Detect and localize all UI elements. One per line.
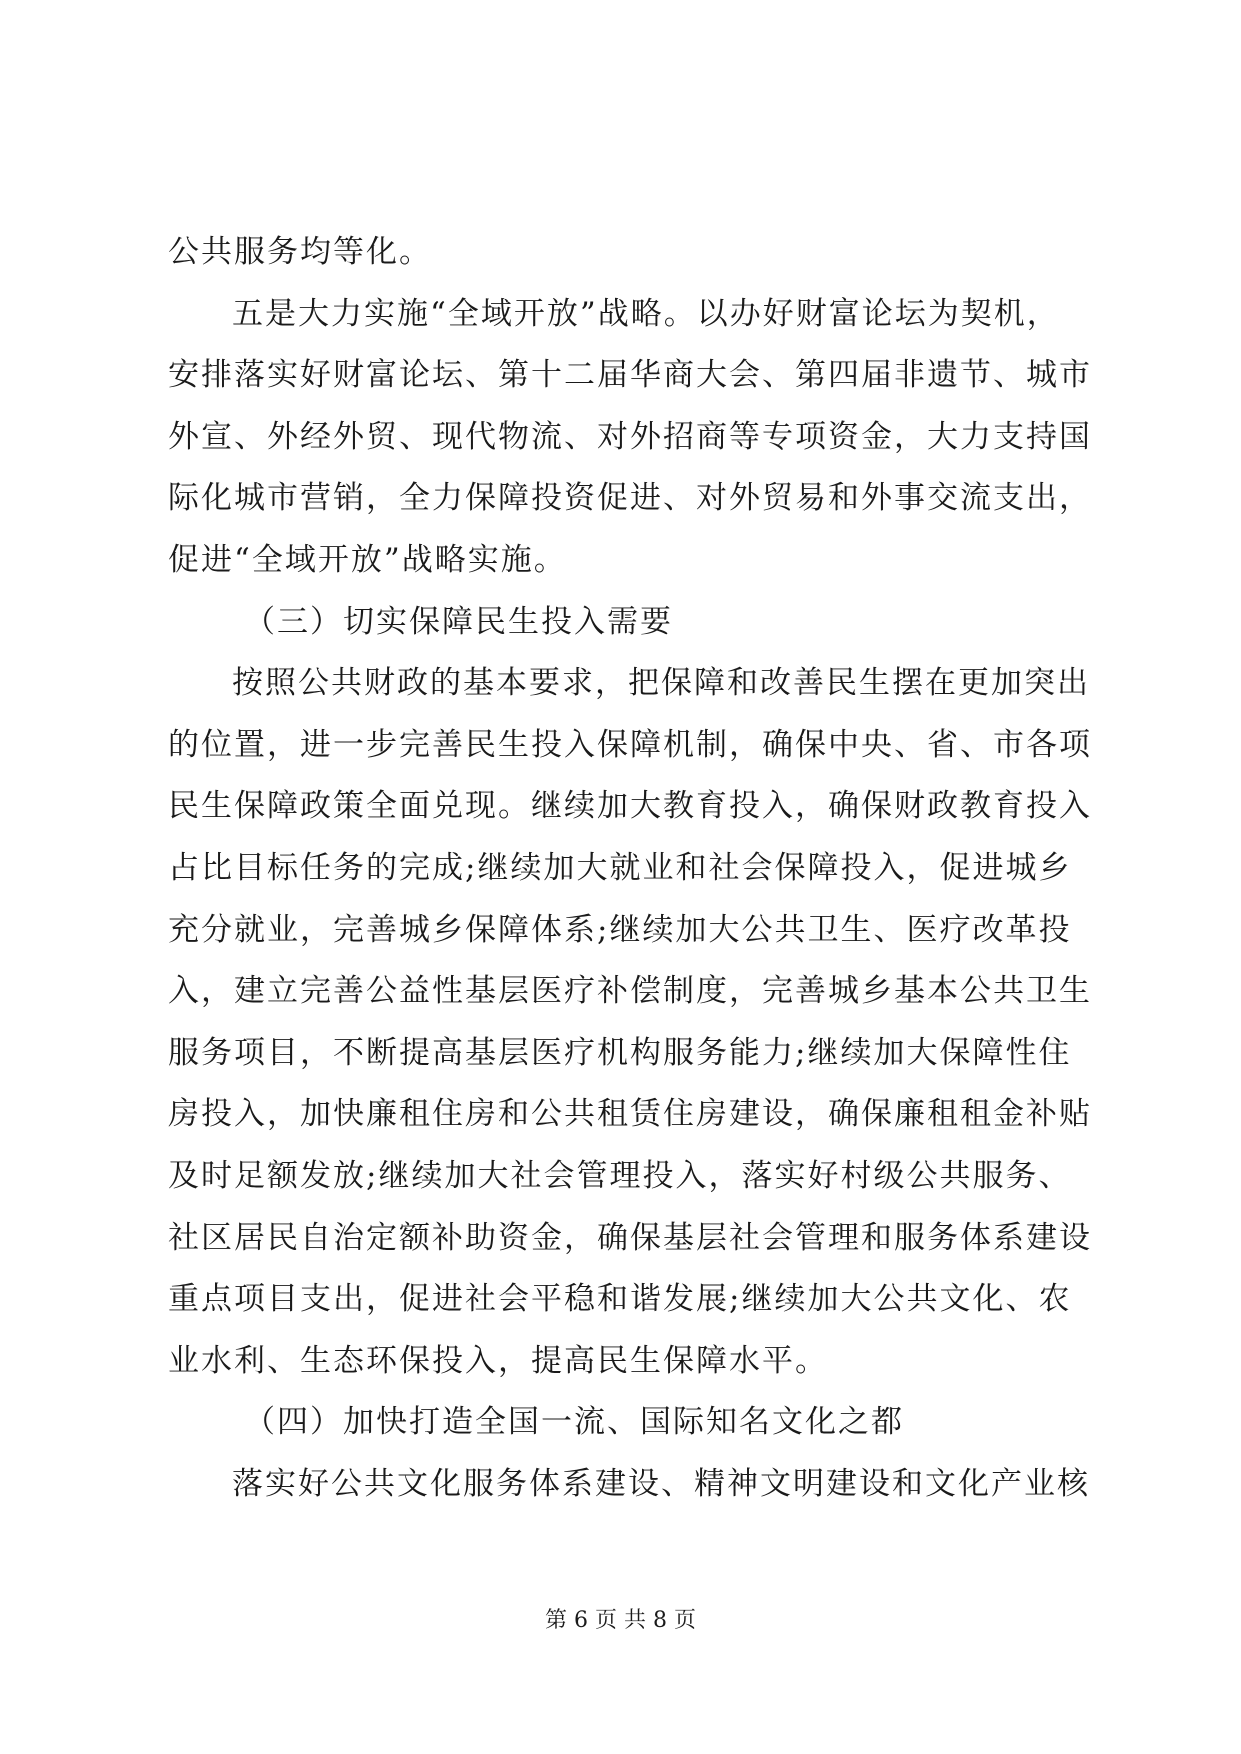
section-heading: （三）切实保障民生投入需要 [244,603,673,640]
text-line: 际化城市营销，全力保障投资促进、对外贸易和外事交流支出， [168,480,1092,517]
text-line: 房投入，加快廉租住房和公共租赁住房建设，确保廉租租金补贴 [168,1096,1092,1133]
text-line: 外宣、外经外贸、现代物流、对外招商等专项资金，大力支持国 [168,418,1092,455]
text-line: 公共服务均等化。 [168,234,432,270]
text-line: 促进“全域开放”战略实施。 [168,541,567,578]
text-line: 服务项目，不断提高基层医疗机构服务能力;继续加大保障性住 [168,1034,1072,1071]
text-line: 及时足额发放;继续加大社会管理投入，落实好村级公共服务、 [168,1157,1072,1194]
text-line: 占比目标任务的完成;继续加大就业和社会保障投入，促进城乡 [168,849,1072,886]
text-line: 落实好公共文化服务体系建设、精神文明建设和文化产业核 [232,1465,1090,1502]
text-line: 五是大力实施“全域开放”战略。以办好财富论坛为契机， [232,295,1060,332]
section-heading: （四）加快打造全国一流、国际知名文化之都 [244,1404,904,1441]
text-line: 重点项目支出，促进社会平稳和谐发展;继续加大公共文化、农 [168,1281,1072,1318]
text-line: 安排落实好财富论坛、第十二届华商大会、第四届非遗节、城市 [168,357,1092,394]
text-line: 充分就业，完善城乡保障体系;继续加大公共卫生、医疗改革投 [168,911,1072,948]
body-text [168,222,1092,1515]
text-line: 业水利、生态环保投入，提高民生保障水平。 [168,1342,828,1379]
text-line: 社区居民自治定额补助资金，确保基层社会管理和服务体系建设 [168,1219,1092,1256]
page-footer: 第 6 页 共 8 页 [545,1608,696,1633]
text-line: 民生保障政策全面兑现。继续加大教育投入，确保财政教育投入 [168,788,1092,825]
text-line: 的位置，进一步完善民生投入保障机制，确保中央、省、市各项 [168,726,1092,763]
text-line: 入，建立完善公益性基层医疗补偿制度，完善城乡基本公共卫生 [168,973,1092,1010]
text-line: 按照公共财政的基本要求，把保障和改善民生摆在更加突出 [232,665,1090,702]
